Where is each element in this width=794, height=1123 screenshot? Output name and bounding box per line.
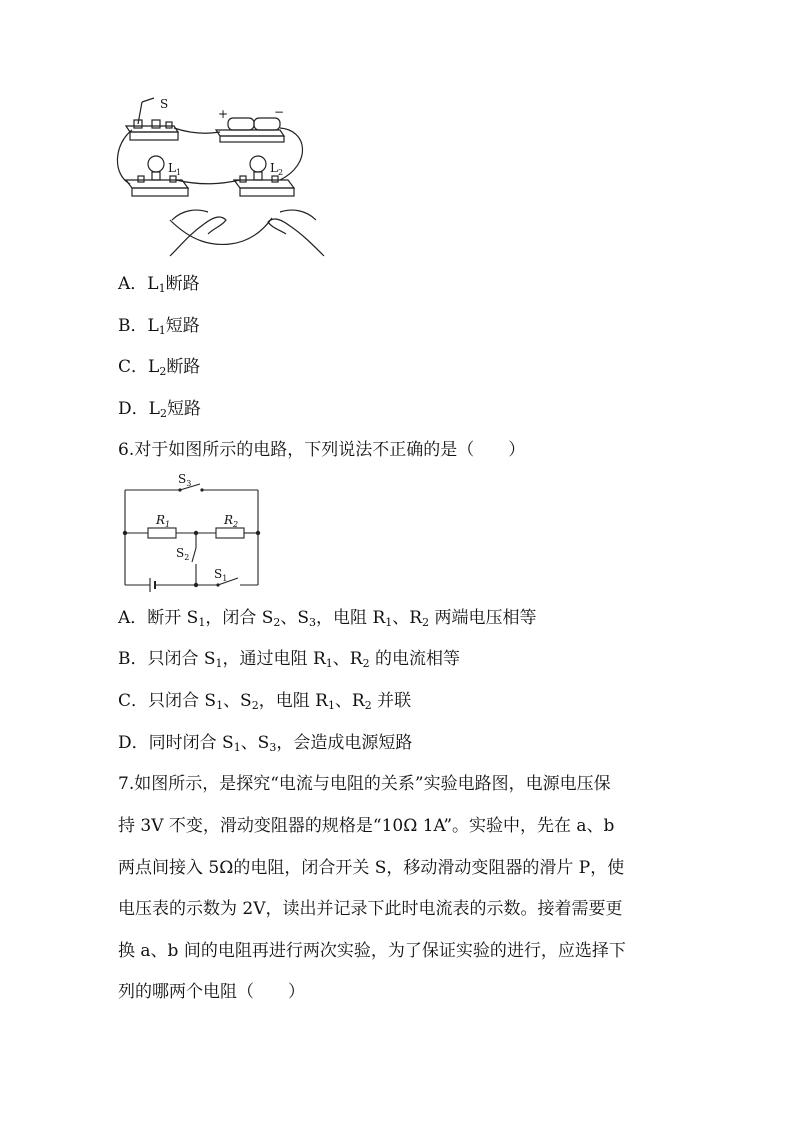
- lamp1-label: $L_1$: [168, 161, 182, 177]
- q7-line-3: 两点间接入 5Ω的电阻，闭合开关 S，移动滑动变阻器的滑片 P，使: [118, 858, 625, 878]
- r2-resistor: [216, 528, 244, 538]
- s3-label: $S_3$: [178, 472, 192, 488]
- s2-switch: [192, 548, 196, 562]
- battery-cell-2: [254, 118, 280, 130]
- node-right: [256, 531, 260, 535]
- s1-label: $S_1$: [214, 567, 228, 583]
- lamp2-board: [234, 180, 294, 188]
- q6-option-d: D．同时闭合 $S_1$、$S_3$，会造成电源短路: [118, 733, 413, 754]
- plus-label: +: [218, 107, 229, 121]
- r1-label: $R_1$: [156, 513, 171, 529]
- s2-label: $S_2$: [176, 546, 190, 562]
- q7-line-6: 列的哪两个电阻（ ）: [118, 982, 305, 1002]
- q6-option-c: C．只闭合 $S_1$、$S_2$，电阻 $R_1$、$R_2$ 并联: [118, 691, 412, 712]
- r1-resistor: [148, 528, 176, 538]
- q7-line-2: 持 3V 不变，滑动变阻器的规格是“10Ω 1A”。实验中，先在 a、b: [118, 816, 615, 836]
- right-hand: [268, 219, 324, 256]
- q6-option-a: A．断开 $S_1$，闭合 $S_2$、$S_3$，电阻 $R_1$、$R_2$ 两端电压相等: [118, 608, 537, 629]
- q5-option-b: B．$L_1$短路: [118, 316, 200, 337]
- q6-circuit-diagram: [118, 470, 268, 592]
- r2-label: $R_2$: [224, 513, 239, 529]
- q5-option-c: C．$L_2$断路: [118, 357, 201, 378]
- battery-board: [216, 130, 284, 136]
- circuit-photo-figure: [112, 94, 334, 258]
- q7-line-5: 换 a、b 间的电阻再进行两次实验，为了保证实验的进行，应选择下: [118, 941, 626, 961]
- q6-option-b: B．只闭合 $S_1$，通过电阻 $R_1$、$R_2$ 的电流相等: [118, 649, 460, 670]
- q5-option-a: A．$L_1$断路: [118, 274, 200, 295]
- q7-line-1: 7.如图所示，是探究“电流与电阻的关系”实验电路图，电源电压保: [118, 774, 611, 794]
- switch-blade: [138, 102, 142, 124]
- q5-option-d: D．$L_2$短路: [118, 399, 201, 420]
- lamp2-bulb: [250, 156, 266, 172]
- lamp2-label: $L_2$: [270, 161, 284, 177]
- node-bottom: [194, 583, 198, 587]
- left-hand: [170, 217, 226, 256]
- switch-board-front: [130, 132, 178, 140]
- lamp1-bulb: [148, 156, 164, 172]
- node-left: [123, 531, 127, 535]
- minus-label: −: [274, 105, 285, 119]
- battery-cell-1: [228, 118, 254, 130]
- switch-label: S: [160, 97, 169, 111]
- wire-middle: [176, 180, 240, 184]
- node-middle: [194, 531, 198, 535]
- q6-stem: 6.对于如图所示的电路，下列说法不正确的是（ ）: [118, 440, 526, 460]
- wire-top: [174, 128, 220, 133]
- q7-line-4: 电压表的示数为 2V，读出并记录下此时电流表的示数。接着需要更: [118, 899, 623, 919]
